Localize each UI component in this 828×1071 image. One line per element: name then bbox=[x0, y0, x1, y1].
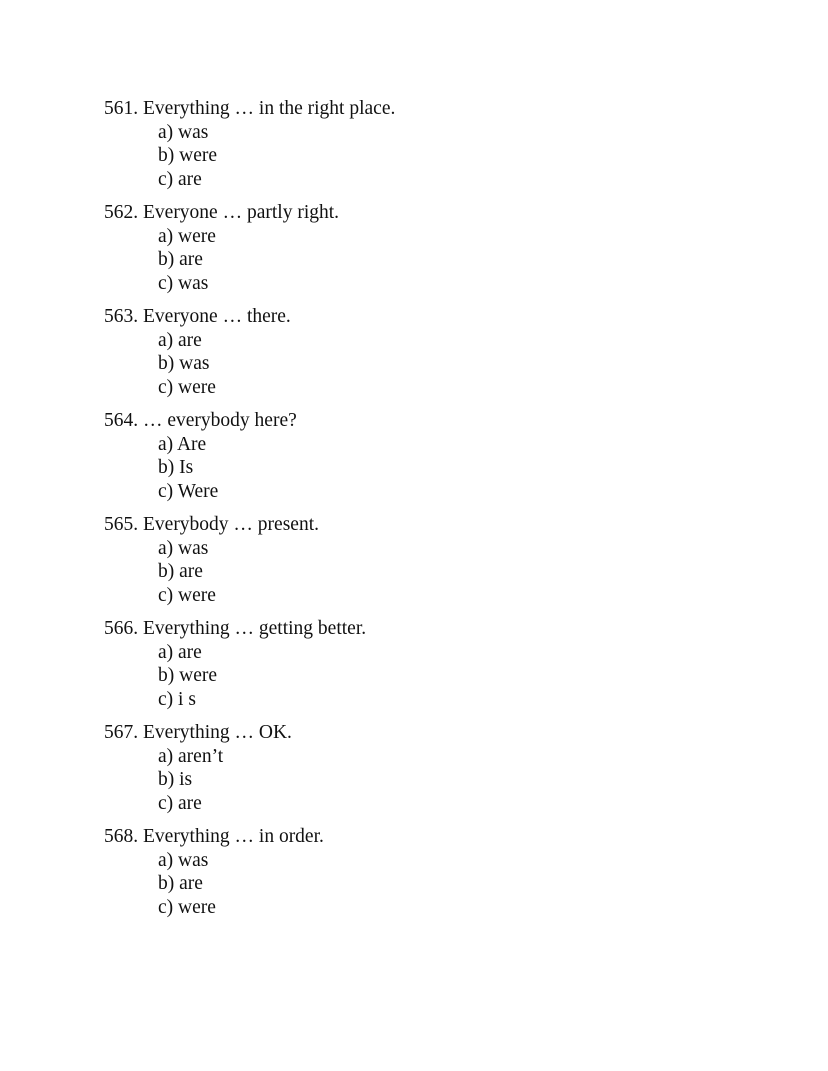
answer-options bbox=[104, 329, 704, 400]
question-number: 563. bbox=[104, 306, 139, 327]
question-stem bbox=[104, 409, 704, 433]
question-number: 565. bbox=[104, 514, 139, 535]
option-c: c) Were bbox=[158, 480, 219, 502]
question-number: 566. bbox=[104, 618, 139, 639]
option-a: a) aren’t bbox=[158, 745, 224, 767]
question-562 bbox=[104, 201, 704, 295]
answer-options bbox=[104, 537, 704, 608]
question-568 bbox=[104, 825, 704, 919]
option-a: a) was bbox=[158, 537, 209, 559]
question-stem bbox=[104, 97, 704, 121]
question-text: Everybody … present. bbox=[143, 514, 319, 535]
question-stem bbox=[104, 201, 704, 225]
question-list bbox=[104, 97, 704, 929]
option-b: b) were bbox=[158, 665, 218, 686]
answer-options bbox=[104, 225, 704, 296]
question-567 bbox=[104, 721, 704, 815]
answer-options bbox=[104, 433, 704, 504]
option-a: a) was bbox=[158, 849, 209, 871]
option-b: b) are bbox=[158, 873, 203, 894]
question-565 bbox=[104, 513, 704, 607]
answer-options bbox=[104, 641, 704, 712]
question-text: Everything … OK. bbox=[143, 722, 292, 743]
question-text: Everything … getting better. bbox=[143, 618, 367, 639]
option-b: b) are bbox=[158, 561, 203, 582]
answer-options bbox=[104, 745, 704, 816]
option-b: b) was bbox=[158, 353, 210, 374]
question-stem bbox=[104, 721, 704, 745]
option-b: b) Is bbox=[158, 457, 194, 478]
option-a: a) were bbox=[158, 225, 216, 247]
option-b: b) were bbox=[158, 145, 218, 166]
answer-options bbox=[104, 121, 704, 192]
question-text: Everything … in order. bbox=[143, 826, 324, 847]
question-text: Everyone … partly right. bbox=[143, 202, 340, 223]
answer-options bbox=[104, 849, 704, 920]
option-b: b) is bbox=[158, 769, 193, 790]
question-text: … everybody here? bbox=[143, 410, 297, 431]
question-561 bbox=[104, 97, 704, 191]
option-a: a) Are bbox=[158, 433, 207, 455]
question-stem bbox=[104, 617, 704, 641]
option-a: a) was bbox=[158, 121, 209, 143]
question-stem bbox=[104, 513, 704, 537]
option-c: c) was bbox=[158, 272, 209, 294]
question-number: 567. bbox=[104, 722, 139, 743]
option-a: a) are bbox=[158, 329, 202, 351]
question-stem bbox=[104, 825, 704, 849]
question-number: 568. bbox=[104, 826, 139, 847]
question-number: 562. bbox=[104, 202, 139, 223]
option-c: c) are bbox=[158, 792, 202, 814]
question-564 bbox=[104, 409, 704, 503]
question-text: Everyone … there. bbox=[143, 306, 291, 327]
option-c: c) are bbox=[158, 168, 202, 190]
question-number: 561. bbox=[104, 98, 139, 119]
option-c: c) were bbox=[158, 896, 216, 918]
option-c: c) were bbox=[158, 376, 216, 398]
option-c: c) were bbox=[158, 584, 216, 606]
question-563 bbox=[104, 305, 704, 399]
question-text: Everything … in the right place. bbox=[143, 98, 396, 119]
option-a: a) are bbox=[158, 641, 202, 663]
question-566 bbox=[104, 617, 704, 711]
option-b: b) are bbox=[158, 249, 203, 270]
option-c: c) i s bbox=[158, 688, 196, 710]
question-stem bbox=[104, 305, 704, 329]
question-number: 564. bbox=[104, 410, 139, 431]
